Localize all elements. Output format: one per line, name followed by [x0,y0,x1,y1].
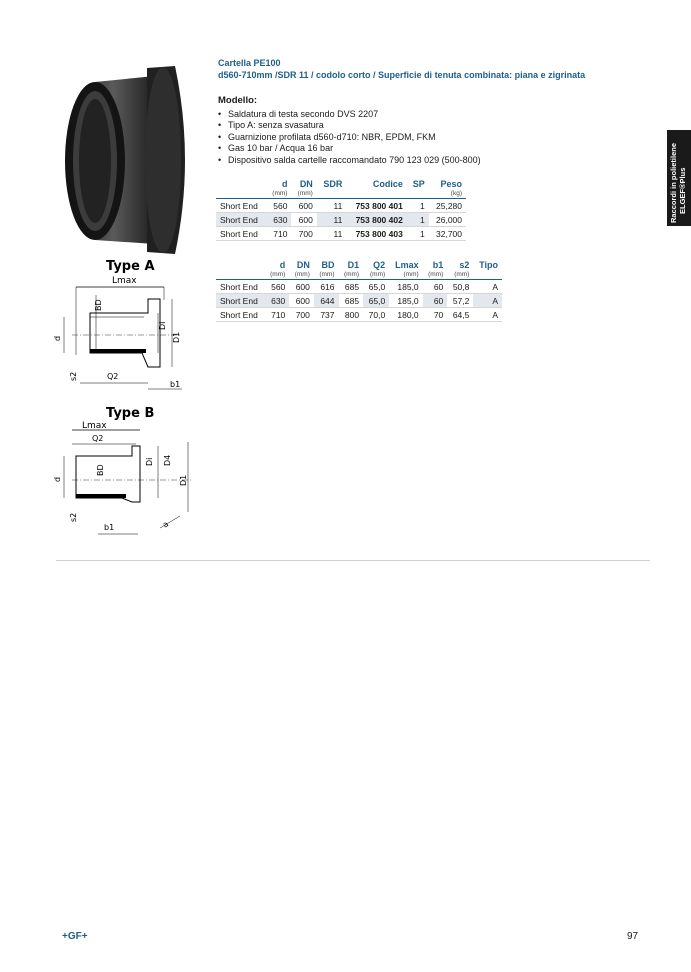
table-cell: 800 [339,308,364,322]
dim-label: Di [158,321,167,330]
dim-label: D1 [172,331,181,343]
unit-cell: (mm) [291,189,316,199]
table-cell: Short End [216,199,266,213]
dim-label: b1 [104,523,115,532]
table-header: Lmax [395,259,419,270]
unit-cell: (kg) [429,189,466,199]
table-cell: 57,2 [447,294,473,308]
table-cell: 753 800 401 [346,199,406,213]
table-cell: 25,280 [429,199,466,213]
table-cell: 560 [265,280,290,294]
table-cell: 630 [265,294,290,308]
table-cell: 26,000 [429,213,466,227]
table-cell: 700 [291,227,316,241]
divider [56,560,650,561]
unit-cell [216,270,265,280]
dim-label: Q2 [107,372,119,381]
table-cell: A [473,280,502,294]
table-cell: Short End [216,227,266,241]
table-cell: 185,0 [389,294,422,308]
table-cell: 710 [265,308,290,322]
unit-cell: (mm) [447,270,473,280]
table-header: D1 [347,259,360,270]
dim-label: s2 [69,371,78,381]
model-item: • Tipo A: senza svasatura [218,120,481,132]
table-cell: 630 [266,213,291,227]
table-header: SP [412,178,425,189]
type-a-title: Type A [106,259,155,274]
unit-cell: (mm) [339,270,364,280]
table-units-row [216,189,466,199]
table-header: SDR [323,178,343,189]
title-line-2: d560-710mm /SDR 11 / codolo corto / Superficie di tenuta combinata: piana e zigrinata [218,70,586,80]
type-b-title: Type B [106,406,155,421]
table-header: Peso [440,178,462,189]
table-row [216,199,466,213]
model-list [218,109,481,167]
table-cell: 616 [314,280,339,294]
table-row [216,294,502,308]
dim-label: Lmax [112,276,137,286]
table-cell: 600 [289,280,314,294]
table-header: BD [321,259,335,270]
dimensions-table [216,259,502,322]
model-item: • Gas 10 bar / Acqua 16 bar [218,143,481,155]
table-cell: 685 [339,280,364,294]
unit-cell [346,189,406,199]
model-item: • Saldatura di testa secondo DVS 2207 [218,109,481,121]
table-cell: 685 [339,294,364,308]
table-cell: 32,700 [429,227,466,241]
model-item: • Dispositivo salda cartelle raccomandato 790 123 029 (500-800) [218,155,481,167]
dim-label: d [53,335,62,341]
type-a-drawing [52,255,202,395]
table-cell: 65,0 [363,294,389,308]
product-photo [55,60,195,255]
unit-cell: (mm) [266,189,291,199]
table-header [216,178,266,189]
section-tab [667,130,691,226]
table-cell: 753 800 403 [346,227,406,241]
tab-line-1: Raccordi in polietilene [669,142,678,223]
table-cell: 11 [317,227,347,241]
dim-label: a [160,519,171,530]
unit-cell: (mm) [289,270,314,280]
table-units-row [216,270,502,280]
dim-label: BD [94,299,103,311]
table-cell: 180,0 [389,308,422,322]
table-cell: Short End [216,213,266,227]
table-cell: 1 [407,199,429,213]
table-cell: 70 [423,308,448,322]
model-item: • Guarnizione profilata d560-d710: NBR, EPDM, FKM [218,132,481,144]
table-cell: 737 [314,308,339,322]
model-section [218,95,481,166]
table-cell: 1 [407,213,429,227]
dim-label: Di [145,457,154,466]
table-header-row [216,259,502,270]
table-cell: Short End [216,308,265,322]
table-row [216,227,466,241]
section-tab-text [669,131,687,223]
unit-cell [473,270,502,280]
table-header: d [281,178,288,189]
table-cell: 185,0 [389,280,422,294]
table-cell: 644 [314,294,339,308]
table-cell: 50,8 [447,280,473,294]
table-header: Tipo [479,259,498,270]
table-cell: 60 [423,294,448,308]
table-cell: 11 [317,213,347,227]
table-cell: A [473,294,502,308]
tab-line-2: ELGEF®Plus [678,167,687,214]
table-cell: 64,5 [447,308,473,322]
page-number: 97 [627,931,639,942]
type-b-drawing [52,402,202,542]
table-header: s2 [459,259,470,270]
unit-cell: (mm) [423,270,448,280]
table-header: d [279,259,286,270]
dim-label: d [53,476,62,482]
unit-cell [407,189,429,199]
unit-cell: (mm) [363,270,389,280]
unit-cell [317,189,347,199]
model-heading: Modello: [218,95,258,106]
dim-label: Lmax [82,421,107,431]
table-cell: 560 [266,199,291,213]
table-cell: 700 [289,308,314,322]
dim-label: s2 [69,512,78,522]
gf-logo: +GF+ [62,931,88,942]
product-title [218,57,585,81]
table-cell: 600 [289,294,314,308]
table-cell: 1 [407,227,429,241]
dim-label: D4 [163,454,172,466]
table-cell: 710 [266,227,291,241]
table-cell: Short End [216,294,265,308]
table-row [216,280,502,294]
dim-label: b1 [170,380,181,389]
table-row [216,308,502,322]
table-cell: 600 [291,213,316,227]
table-cell: 60 [423,280,448,294]
table-header: b1 [432,259,444,270]
table-header: DN [299,178,313,189]
title-line-1: Cartella PE100 [218,58,281,68]
table-cell: 600 [291,199,316,213]
table-header: Codice [372,178,403,189]
table-cell: 65,0 [363,280,389,294]
unit-cell: (mm) [389,270,422,280]
table-header: Q2 [373,259,386,270]
table-header-row [216,178,466,189]
unit-cell [216,189,266,199]
dim-label: BD [96,464,105,476]
unit-cell: (mm) [265,270,290,280]
table-cell: 11 [317,199,347,213]
table-cell: A [473,308,502,322]
unit-cell: (mm) [314,270,339,280]
table-cell: 70,0 [363,308,389,322]
table-cell: 753 800 402 [346,213,406,227]
order-table [216,178,466,241]
table-row [216,213,466,227]
table-header: DN [296,259,310,270]
table-header [216,259,265,270]
table-cell: Short End [216,280,265,294]
dim-label: Q2 [92,434,104,443]
dim-label: D1 [179,474,188,486]
